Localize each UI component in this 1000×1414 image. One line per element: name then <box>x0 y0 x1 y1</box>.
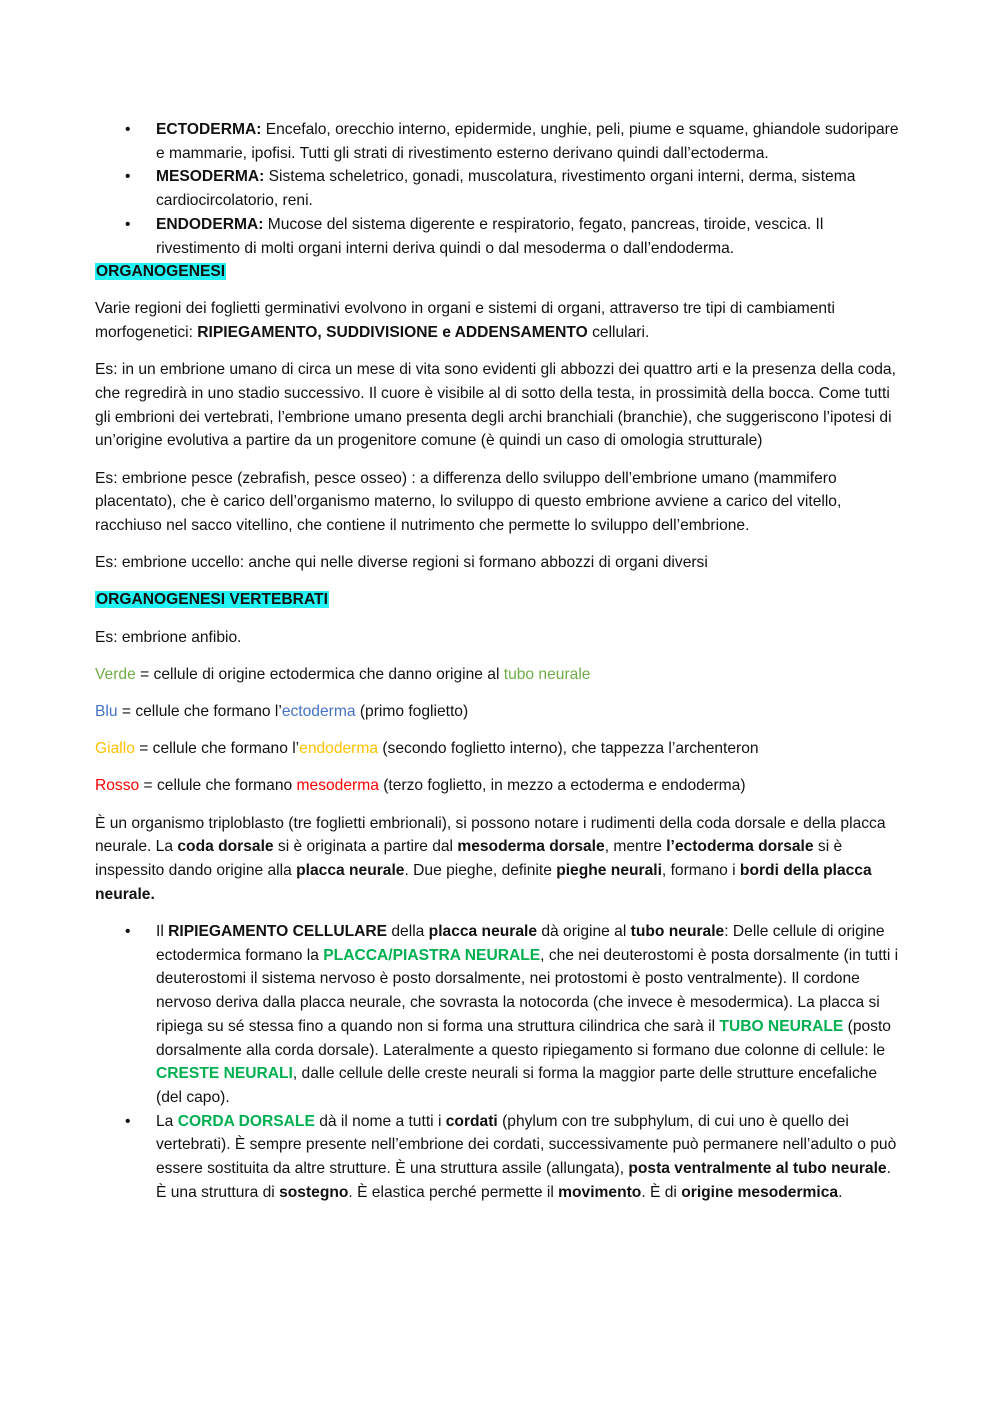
bullet-icon: • <box>125 1112 131 1130</box>
bold-term: cordati <box>445 1112 498 1130</box>
list-item-corda-dorsale <box>95 1110 905 1205</box>
legend-color-label: Verde <box>95 665 136 683</box>
paragraph-text: si è originata a partire dal <box>273 838 458 856</box>
heading-vertebrati-wrap <box>95 588 905 612</box>
bold-term: RIPIEGAMENTO CELLULARE <box>168 922 388 940</box>
bold-term: l’ectoderma dorsale <box>666 838 814 856</box>
paragraph-morfogenetici <box>95 297 905 344</box>
list-item-ripiegamento <box>95 920 905 1110</box>
bold-term: coda dorsale <box>177 838 274 856</box>
item-text: , che nei deuterostomi è posta dorsalmente (in tutti i deuterostomi il sistema nervoso è posto dorsalmente, nei protostomi è posto ventralmente). Il cordone nervoso deriva dalla placca neurale, che sovrasta la notocorda (che invece è mesodermica). La placca si ripiega su sé stessa fino a quando non si forma una struttura cilindrica che sarà il <box>156 946 899 1035</box>
text-mesoderma: Sistema scheletrico, gonadi, muscolatura, rivestimento organi interni, derma, sistema cardiocircolatorio, reni. <box>156 168 856 210</box>
item-text: della <box>387 922 429 940</box>
term-endoderma: ENDODERMA: <box>156 215 264 233</box>
paragraph-text: cellulari. <box>587 324 650 342</box>
list-item-endoderma <box>95 213 905 260</box>
legend-color-label: Rosso <box>95 777 140 795</box>
list-item-ectoderma <box>95 118 905 165</box>
bullet-icon: • <box>125 168 131 186</box>
paragraph-text: si è inspessito dando origine alla <box>95 838 843 880</box>
legend-term: mesoderma <box>296 777 379 795</box>
legend-verde <box>95 663 905 687</box>
legend-giallo <box>95 737 905 761</box>
heading-organogenesi-wrap <box>95 260 905 284</box>
bold-term: origine mesodermica <box>681 1183 839 1201</box>
paragraph-embrione-umano: Es: in un embrione umano di circa un mese di vita sono evidenti gli abbozzi dei quattro arti e la presenza della coda, che regredirà in uno stadio successivo. Il cuore è visibile al di sotto della testa, in prossimità della bocca. Come tutti gli embrioni dei vertebrati, l’embrione umano presenta degli archi branchiali (branchie), che suggeriscono l’ipotesi di un’origine evolutiva a partire da un progenitore comune (è quindi un caso di omologia strutturale) <box>95 361 896 450</box>
bold-term: sostegno <box>279 1183 349 1201</box>
legend-color-label: Giallo <box>95 740 135 758</box>
item-text: La <box>156 1112 178 1130</box>
item-text: . È elastica perché permette il <box>348 1183 559 1201</box>
bold-term: movimento <box>558 1183 642 1201</box>
legend-text: = cellule che formano l’ <box>117 703 282 721</box>
heading-organogenesi-vertebrati: ORGANOGENESI VERTEBRATI <box>96 591 328 609</box>
bullet-icon: • <box>125 215 131 233</box>
text-endoderma: Mucose del sistema digerente e respiratorio, fegato, pancreas, tiroide, vescica. Il rivestimento di molti organi interni deriva quindi o dal mesoderma o dall’endoderma. <box>156 215 824 257</box>
green-term: PLACCA/PIASTRA NEURALE <box>323 946 541 964</box>
text-ectoderma: Encefalo, orecchio interno, epidermide, unghie, peli, piume e squame, ghiandole sudoripare e mammarie, ipofisi. Tutti gli strati di rivestimento esterno derivano quindi dall’ectoderma. <box>156 121 899 162</box>
legend-term: ectoderma <box>281 703 356 721</box>
bullet-icon: • <box>125 121 131 138</box>
paragraph-text: . Due pieghe, definite <box>404 862 557 880</box>
bold-term: pieghe neurali <box>556 862 662 880</box>
bold-term: posta ventralmente al tubo neurale <box>628 1160 887 1178</box>
item-text: . È di <box>641 1183 682 1201</box>
legend-term: tubo neurale <box>503 665 591 683</box>
bold-term: mesoderma dorsale <box>457 838 605 856</box>
item-text: . <box>838 1183 843 1201</box>
bold-term: RIPIEGAMENTO, SUDDIVISIONE e ADDENSAMENTO <box>197 324 588 342</box>
neural-structures-list <box>95 920 905 1204</box>
bold-term: placca neurale <box>296 862 405 880</box>
paragraph-text: È un organismo triploblasto (tre foglietti embrionali), si possono notare i rudimenti della coda dorsale e della placca neurale. La <box>95 814 886 856</box>
legend-color-label: Blu <box>95 703 118 721</box>
list-item-mesoderma <box>95 165 905 212</box>
paragraph-text: , formano i <box>661 862 740 880</box>
paragraph-embrione-pesce: Es: embrione pesce (zebrafish, pesce osseo) : a differenza dello sviluppo dell’embrione umano (mammifero placentato), che è carico dell’organismo materno, lo sviluppo di questo embrione avviene a carico del vitello, racchiuso nel sacco vitellino, che contiene il nutrimento che permette lo sviluppo dell’embrione. <box>95 469 842 535</box>
bold-term: tubo neurale <box>630 922 725 940</box>
legend-text: (terzo foglietto, in mezzo a ectoderma e endoderma) <box>378 777 746 795</box>
paragraph-text: Varie regioni dei foglietti germinativi evolvono in organi e sistemi di organi, attraverso tre tipi di cambiamenti morfogenetici: <box>95 300 835 342</box>
bullet-icon: • <box>125 922 131 940</box>
item-text: (posto dorsalmente alla corda dorsale). Lateralmente a questo ripiegamento si formano due colonne di cellule: le <box>156 1017 891 1059</box>
legend-text: (primo foglietto) <box>355 703 469 721</box>
germ-layers-list <box>95 118 905 260</box>
bold-term: placca neurale <box>428 922 538 940</box>
heading-organogenesi: ORGANOGENESI <box>96 263 226 281</box>
paragraph-text: , mentre <box>604 838 667 856</box>
item-text: , dalle cellule delle creste neurali si forma la maggior parte delle strutture encefaliche (del capo). <box>156 1065 878 1106</box>
legend-text: = cellule che formano l’ <box>134 740 300 758</box>
bold-term: bordi della placca neurale. <box>95 862 872 903</box>
term-mesoderma: MESODERMA: <box>156 168 265 186</box>
legend-term: endoderma <box>299 740 379 758</box>
paragraph-embrione-anfibio: Es: embrione anfibio. <box>95 628 242 646</box>
item-text: (phylum con tre subphylum, di cui uno è quello dei vertebrati). È sempre presente nell’embrione dei cordati, successivamente può permanere nell’adulto o può essere sostituita da altre strutture. È una struttura assile (allungata), <box>156 1112 897 1178</box>
green-term: CRESTE NEURALI <box>156 1065 293 1083</box>
item-text: : Delle cellule di origine ectodermica formano la <box>156 922 885 964</box>
paragraph-embrione-uccello: Es: embrione uccello: anche qui nelle diverse regioni si formano abbozzi di organi diversi <box>95 554 708 572</box>
legend-rosso <box>95 774 905 798</box>
green-term: TUBO NEURALE <box>719 1017 844 1035</box>
term-ectoderma: ECTODERMA: <box>156 121 262 138</box>
legend-blu <box>95 700 905 724</box>
item-text: dà origine al <box>537 922 631 940</box>
paragraph-triploblasto <box>95 812 905 907</box>
item-text: . È una struttura di <box>156 1160 891 1201</box>
legend-text: = cellule di origine ectodermica che danno origine al <box>135 665 504 683</box>
green-term: CORDA DORSALE <box>177 1112 315 1130</box>
item-text: dà il nome a tutti i <box>314 1112 446 1130</box>
item-text: Il <box>156 922 169 940</box>
legend-text: (secondo foglietto interno), che tappezza l’archenteron <box>378 740 759 758</box>
legend-text: = cellule che formano <box>139 777 297 795</box>
